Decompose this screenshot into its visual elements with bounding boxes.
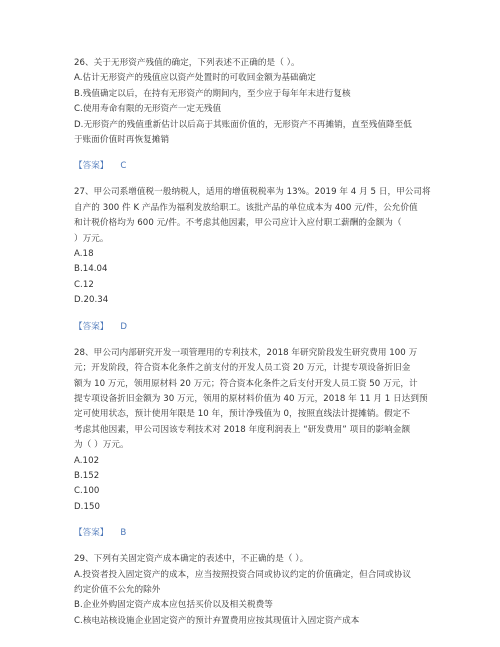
question-stem: 考虑其他因素，甲公司因该专利技术对 2018 年度利润表上 “研发费用” 项目的影响金额	[74, 424, 411, 435]
option-a: A.估计无形资产的残值应以资产处置时的可收回金额为基础确定	[74, 73, 316, 84]
option-b: B.14.04	[74, 264, 108, 275]
document-page	[74, 56, 438, 629]
option-b: B.企业外购固定资产成本应包括买价以及相关税费等	[74, 600, 273, 611]
option-a: A.投资者投入固定资产的成本，应当按照投资合同或协议约定的价值确定，但合同或协议	[74, 569, 412, 580]
answer-value: C	[120, 161, 127, 172]
question-stem: 定可使用状态，预计使用年限是 10 年，预计净残值为 0，按照直线法计提摊销。假定不	[74, 409, 411, 420]
option-b: B.残值确定以后，在持有无形资产的期间内，至少应于每年年末进行复核	[74, 88, 351, 99]
answer-tag: 【答案】	[74, 528, 109, 539]
question-stem: 提专项设备折旧金额为 30 万元，领用的原材料价值为 40 万元，2018 年 11 月 1 日达到预	[74, 393, 428, 404]
answer-27	[74, 320, 438, 335]
question-27	[74, 185, 438, 308]
answer-28	[74, 526, 438, 541]
option-a: A.102	[74, 455, 100, 466]
question-29	[74, 552, 438, 629]
question-stem: 26、关于无形资产残值的确定，下列表述不正确的是（ ）。	[74, 58, 300, 68]
option-d-continued: 于账面价值时再恢复摊销	[74, 135, 170, 146]
question-stem: 27、甲公司系增值税一般纳税人，适用的增值税税率为 13%。2019 年 4 月 5 日，甲公司将	[74, 187, 431, 198]
option-c: C.12	[74, 279, 94, 290]
question-stem: ）万元。	[74, 233, 109, 244]
option-d: D.无形资产的残值重新估计以后高于其账面价值的，无形资产不再摊销，直至残值降至低	[74, 119, 412, 130]
option-c: C.核电站核设施企业固定资产的预计弃置费用应按其现值计入固定资产成本	[74, 615, 360, 626]
question-stem: 额为 10 万元，领用原材料 20 万元；符合资本化条件之后支付开发人员工资 50 万元，计	[74, 378, 418, 389]
answer-tag: 【答案】	[74, 161, 109, 172]
option-d: D.150	[74, 501, 101, 512]
option-a-continued: 约定价值不公允的除外	[74, 584, 161, 595]
option-c: C.100	[74, 486, 100, 497]
option-a: A.18	[74, 249, 94, 260]
question-stem: 29、下列有关固定资产成本确定的表述中，不正确的是（ ）。	[74, 554, 309, 565]
answer-26	[74, 159, 438, 174]
question-26	[74, 56, 438, 148]
answer-tag: 【答案】	[74, 321, 109, 332]
answer-value: D	[120, 321, 128, 332]
question-stem: 28、甲公司内部研究开发一项管理用的专利技术，2018 年研究阶段发生研究费用 100 万	[74, 347, 418, 358]
question-stem: 为（ ）万元。	[74, 440, 129, 451]
option-b: B.152	[74, 470, 100, 481]
question-stem: 自产的 300 件 K 产品作为福利发放给职工。该批产品的单位成本为 400 元/件，公允价值	[74, 202, 418, 213]
question-stem: 元；开发阶段，符合资本化条件之前支付的开发人员工资 20 万元，计提专项设备折旧金	[74, 363, 411, 374]
answer-value: B	[120, 528, 127, 539]
option-c: C.使用寿命有限的无形资产一定无残值	[74, 104, 222, 115]
question-28	[74, 346, 438, 515]
question-stem: 和计税价格均为 600 元/件。不考虑其他因素，甲公司应计入应付职工薪酬的金额为（	[74, 218, 402, 229]
option-d: D.20.34	[74, 295, 109, 306]
